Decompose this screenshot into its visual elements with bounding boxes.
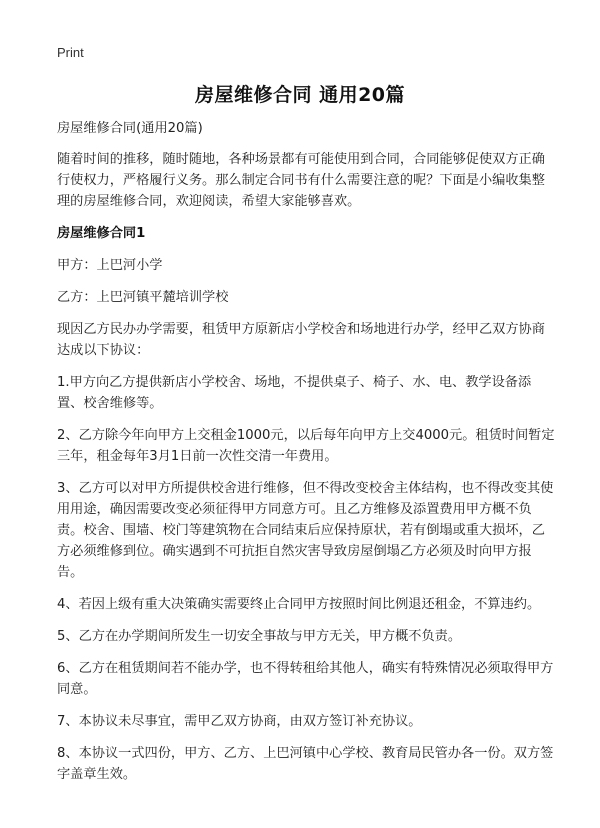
document-subtitle: 房屋维修合同(通用20篇): [57, 121, 203, 136]
clause-7: 7、本协议未尽事宜，需甲乙双方协商，由双方签订补充协议。: [57, 714, 422, 729]
clause-8: 8、本协议一式四份，甲方、乙方、上巴河镇中心学校、教育局民管办各一份。双方签字盖章生效。: [57, 746, 554, 782]
document-body: [57, 118, 557, 796]
clause-1: 1.甲方向乙方提供新店小学校舍、场地，不提供桌子、椅子、水、电、教学设备添置、校舍维修等。: [57, 375, 532, 411]
clause-2: 2、乙方除今年向甲方上交租金1000元，以后每年向甲方上交4000元。租赁时间暂定三年，租金每年3月1日前一次性交清一年费用。: [57, 428, 555, 464]
print-label: Print: [57, 45, 84, 60]
clause-3: 3、乙方可以对甲方所提供校舍进行维修，但不得改变校舍主体结构，也不得改变其使用用途，确因需要改变必须征得甲方同意方可。且乙方维修及添置费用甲方概不负责。校舍、围墙、校门等建筑物在合同结束后应保持原状，若有倒塌或重大损坏，乙方必须维修到位。确实遇到不可抗拒自然灾害导致房屋倒塌乙方必须及时向甲方报告。: [57, 481, 554, 580]
clause-6: 6、乙方在租赁期间若不能办学，也不得转租给其他人，确实有特殊情况必须取得甲方同意。: [57, 661, 554, 697]
party-a: 甲方：上巴河小学: [57, 258, 163, 273]
preamble-paragraph: 现因乙方民办办学需要，租赁甲方原新店小学校舍和场地进行办学，经甲乙双方协商达成以下协议：: [57, 322, 545, 358]
document-title: 房屋维修合同 通用20篇: [194, 84, 406, 106]
party-b: 乙方：上巴河镇平麓培训学校: [57, 290, 229, 305]
intro-paragraph: 随着时间的推移，随时随地，各种场景都有可能使用到合同，合同能够促使双方正确行使权力，严格履行义务。那么制定合同书有什么需要注意的呢？下面是小编收集整理的房屋维修合同，欢迎阅读，希望大家能够喜欢。: [57, 152, 545, 209]
clause-5: 5、乙方在办学期间所发生一切安全事故与甲方无关，甲方概不负责。: [57, 629, 462, 644]
clause-4: 4、若因上级有重大决策确实需要终止合同甲方按照时间比例退还租金，不算违约。: [57, 597, 541, 612]
section-heading: 房屋维修合同1: [57, 226, 146, 241]
